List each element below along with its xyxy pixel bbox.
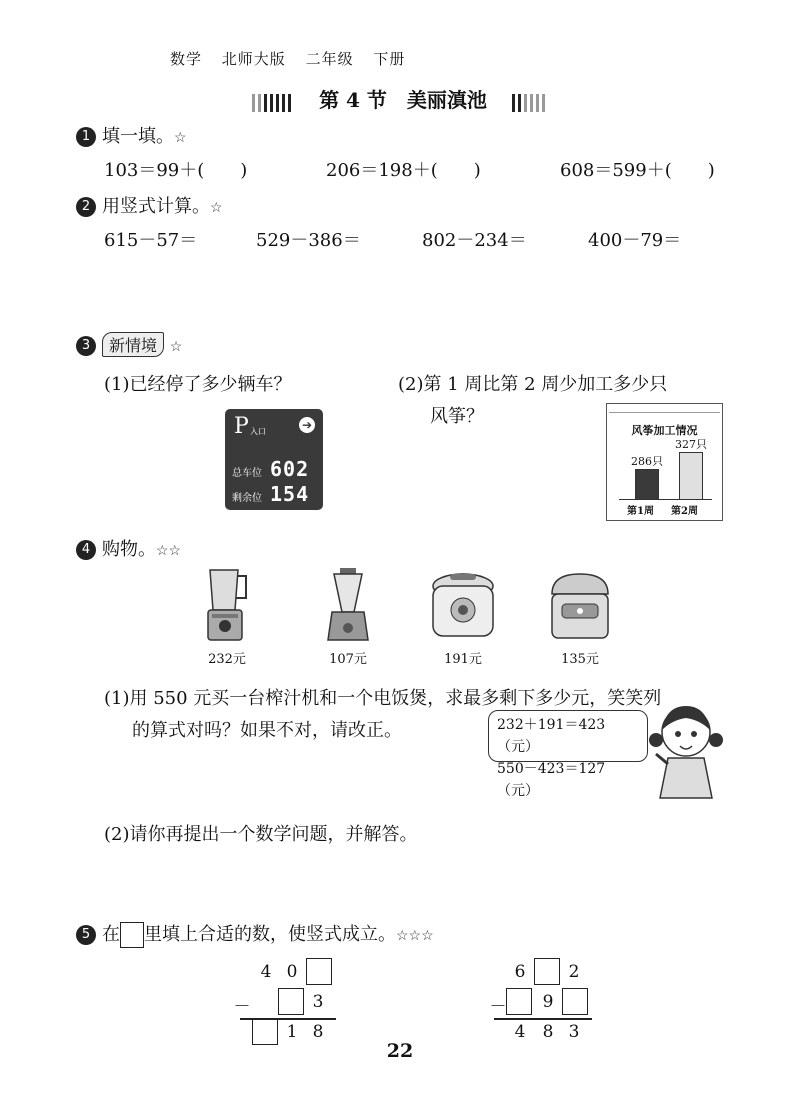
answer-box[interactable] — [278, 988, 304, 1015]
decor-bars-right — [512, 90, 548, 114]
q4-number: 4 — [76, 540, 96, 560]
chart-value-label: 327只 — [675, 438, 707, 451]
q2-title — [76, 192, 223, 218]
speech-bubble — [488, 710, 648, 799]
q5-pre: 在 — [102, 924, 120, 945]
girl-character-icon — [648, 702, 724, 802]
chart-value-label: 286只 — [631, 455, 663, 468]
vertical-calc-left — [230, 956, 340, 1046]
q1-item: 103＝99＋( ) — [104, 160, 248, 181]
total-spaces-label: 总车位 — [232, 468, 262, 479]
minus-sign: － — [489, 997, 507, 1017]
digit: 1 — [286, 1022, 298, 1042]
q2-number: 2 — [76, 197, 96, 217]
total-spaces-value: 602 — [270, 457, 310, 481]
chart-category-label: 第2周 — [671, 506, 698, 517]
remaining-spaces-value: 154 — [270, 482, 310, 506]
star-icon: ☆☆☆ — [396, 928, 434, 944]
digit: 8 — [542, 1022, 554, 1042]
q4-part2: (2)请你再提出一个数学问题，并解答。 — [104, 824, 418, 845]
decor-bars-left — [252, 90, 294, 114]
juicer-icon — [200, 566, 254, 644]
digit: 8 — [312, 1022, 324, 1042]
q2-item: 615－57＝ — [104, 230, 198, 251]
star-icon: ☆ — [174, 130, 187, 146]
kite-bar-chart — [606, 403, 723, 521]
blank-box-icon — [120, 922, 144, 948]
digit: 3 — [568, 1022, 580, 1042]
section-title — [0, 84, 800, 114]
q4-text: 购物。 — [102, 539, 156, 560]
chart-title: 风筝加工情况 — [631, 424, 698, 437]
digit: 4 — [260, 962, 272, 982]
parking-p-letter: P — [234, 414, 249, 439]
chart-top-border — [609, 406, 720, 413]
q5-title — [76, 920, 434, 948]
price-juicer: 232元 — [208, 652, 246, 667]
q2-item: 400－79＝ — [588, 230, 682, 251]
q1-text: 填一填。 — [102, 126, 174, 147]
entrance-label: 入口 — [250, 427, 266, 436]
price-electric-cooker: 135元 — [561, 652, 599, 667]
remaining-spaces-label: 剩余位 — [232, 493, 262, 504]
q2-text: 用竖式计算。 — [102, 196, 210, 217]
q3-number: 3 — [76, 336, 96, 356]
digit: 6 — [514, 962, 526, 982]
edition: 北师大版 — [221, 50, 286, 68]
q3-part1: (1)已经停了多少辆车？ — [104, 374, 292, 395]
q3-part2-line2: 风筝？ — [430, 406, 484, 427]
volume: 下册 — [373, 50, 406, 68]
parking-sign — [225, 409, 323, 510]
digit: 3 — [312, 992, 324, 1012]
arrow-right-icon: ➔ — [299, 417, 315, 433]
star-icon: ☆ — [169, 339, 183, 355]
q4-part1-line1: (1)用 550 元买一台榨汁机和一个电饭煲，求最多剩下多少元，笑笑列 — [104, 688, 662, 709]
section-title-text: 第 4 节 美丽滇池 — [319, 88, 487, 112]
digit: 9 — [542, 992, 554, 1012]
q4-title — [76, 535, 181, 561]
new-context-tag: 新情境 — [102, 332, 164, 357]
price-rice-cooker: 191元 — [444, 652, 482, 667]
digit: 4 — [514, 1022, 526, 1042]
bubble-line-1: 232＋191＝423（元） — [497, 717, 606, 755]
q1-item: 608＝599＋( ) — [560, 160, 715, 181]
chart-bar — [679, 452, 703, 500]
chart-bar — [635, 469, 659, 500]
vertical-calc-right — [486, 956, 596, 1046]
q4-part1-line2: 的算式对吗？如果不对，请改正。 — [132, 720, 402, 741]
answer-box[interactable] — [534, 958, 560, 985]
grade: 二年级 — [305, 50, 354, 68]
answer-box[interactable] — [562, 988, 588, 1015]
rice-cooker-icon — [430, 570, 496, 642]
star-icon: ☆☆ — [156, 543, 182, 559]
electric-cooker-icon — [548, 570, 612, 642]
page-number: 22 — [386, 1040, 414, 1062]
star-icon: ☆ — [210, 200, 223, 216]
calc-underline — [494, 1018, 592, 1020]
q1-number: 1 — [76, 127, 96, 147]
book-header — [170, 48, 419, 69]
digit: 0 — [286, 962, 298, 982]
q5-number: 5 — [76, 925, 96, 945]
answer-box[interactable] — [306, 958, 332, 985]
q1-item: 206＝198＋( ) — [326, 160, 481, 181]
q3-part2-line1: (2)第 1 周比第 2 周少加工多少只 — [398, 374, 668, 395]
q3-title — [76, 332, 182, 357]
q5-post: 里填上合适的数，使竖式成立。 — [144, 924, 396, 945]
digit: 2 — [568, 962, 580, 982]
minus-sign: － — [233, 997, 251, 1017]
blender-icon — [326, 566, 370, 644]
price-blender: 107元 — [329, 652, 367, 667]
answer-box[interactable] — [506, 988, 532, 1015]
q2-item: 802－234＝ — [422, 230, 527, 251]
bubble-line-2: 550－423＝127（元） — [497, 761, 606, 799]
q1-title — [76, 122, 187, 148]
chart-category-label: 第1周 — [627, 506, 654, 517]
q2-item: 529－386＝ — [256, 230, 361, 251]
subject: 数学 — [170, 50, 203, 68]
